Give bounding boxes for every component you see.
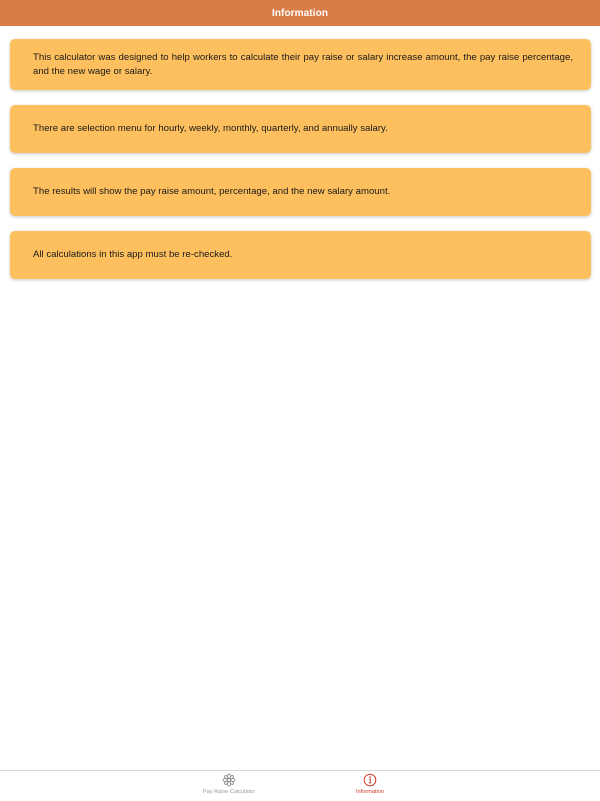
info-card (10, 231, 591, 279)
info-card (10, 168, 591, 216)
info-card-list (10, 39, 591, 294)
info-card-text: This calculator was designed to help workers to calculate their pay raise or salary increase amount, the pay raise percentage, and the new wage or salary. (33, 51, 573, 77)
page-title: Information (271, 7, 329, 19)
info-card-text: There are selection menu for hourly, weekly, monthly, quarterly, and annually salary. (33, 123, 388, 134)
info-card-text: All calculations in this app must be re-checked. (33, 249, 233, 260)
tab-bar (0, 770, 600, 801)
navigation-bar (0, 0, 600, 26)
tab-pay-raise-calculator[interactable] (169, 773, 289, 795)
tab-label: Information (356, 789, 384, 795)
gear-flower-icon (222, 773, 236, 787)
tab-label: Pay Raise Calculator (202, 789, 256, 795)
info-card (10, 105, 591, 153)
info-card-text: The results will show the pay raise amount, percentage, and the new salary amount. (33, 186, 391, 197)
info-circle-icon (363, 773, 377, 787)
info-card (10, 39, 591, 90)
tab-information[interactable] (310, 773, 430, 795)
